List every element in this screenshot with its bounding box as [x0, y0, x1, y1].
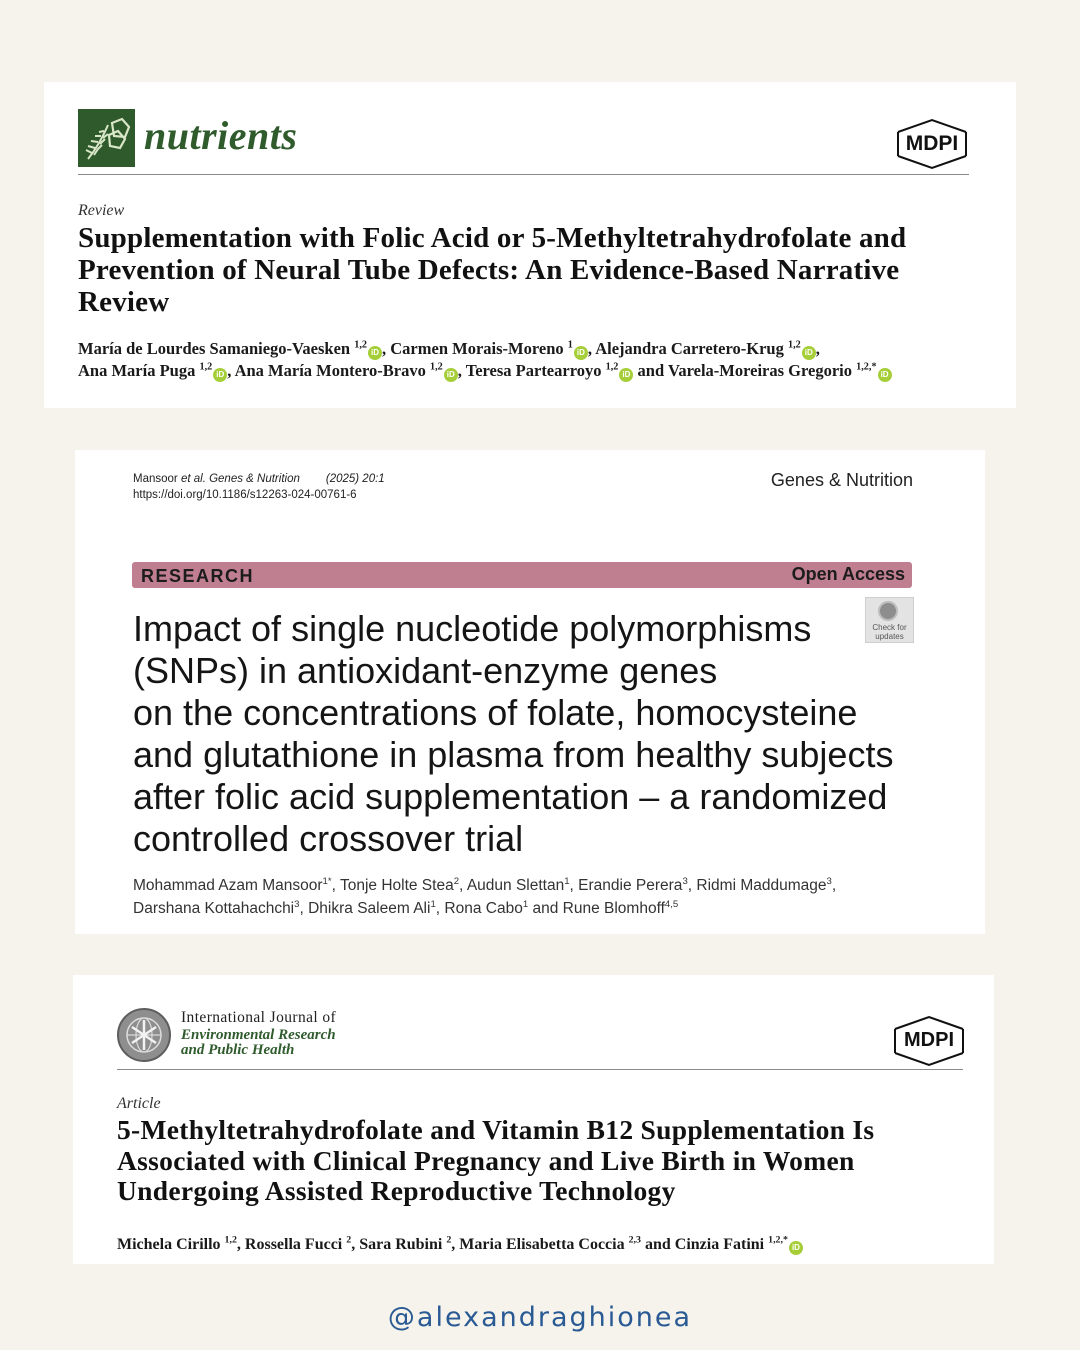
author-name: Cinzia Fatini — [674, 1236, 765, 1253]
author-affiliation: 1,2 — [199, 361, 213, 373]
journal-name: nutrients — [144, 113, 298, 158]
author-separator: , — [457, 361, 466, 380]
nutrients-paper-card — [44, 82, 1016, 408]
author-affiliation: 1,2 — [354, 339, 368, 351]
author-list — [78, 338, 983, 382]
author-affiliation: 1,2 — [605, 361, 619, 373]
paper-title: Supplementation with Folic Acid or 5-Methyltetrahydrofolate and Prevention of Neural Tube Defects: An Evidence-Based Narrative Review — [78, 222, 907, 318]
check-for-updates-label: Check for updates — [872, 623, 907, 641]
journal-name-line3: and Public Health — [181, 1042, 295, 1058]
mdpi-logo-icon — [894, 118, 970, 170]
orcid-icon[interactable]: iD — [878, 368, 892, 382]
citation-year: (2025) 20:1 — [325, 473, 385, 485]
author-separator: and — [633, 361, 668, 380]
article-type: Article — [117, 1095, 161, 1112]
ijerph-seal-icon — [117, 1008, 171, 1062]
author-name: Teresa Partearroyo — [465, 361, 602, 380]
journal-name-line2: Environmental Research — [181, 1027, 336, 1043]
journal-name-line1: International Journal of — [181, 1009, 337, 1026]
title-line: after folic acid supplementation – a randomized — [133, 776, 888, 817]
author-separator: , — [815, 339, 820, 358]
nutrients-logo-icon — [78, 109, 135, 167]
title-line: and glutathione in plasma from healthy subjects — [133, 734, 894, 775]
genes-nutrition-paper-card — [75, 450, 985, 934]
author-separator: , — [587, 339, 596, 358]
article-type: Review — [78, 202, 125, 219]
author-affiliation: 2 — [453, 875, 460, 887]
publisher-name: MDPI — [905, 132, 959, 155]
author-affiliation: 1* — [322, 875, 332, 887]
social-handle: @alexandraghionea — [387, 1302, 693, 1333]
author-name: Dhikra Saleem Ali — [308, 900, 431, 917]
orcid-icon[interactable]: iD — [574, 346, 588, 360]
orcid-icon[interactable]: iD — [789, 1241, 803, 1255]
author-separator: , — [382, 339, 391, 358]
title-line: on the concentrations of folate, homocysteine — [133, 692, 858, 733]
author-affiliation: 4,5 — [664, 898, 679, 910]
author-separator: , — [831, 877, 837, 894]
doi-link[interactable]: https://doi.org/10.1186/s12263-024-00761-6 — [133, 489, 357, 501]
author-affiliation: 1 — [430, 898, 436, 910]
author-name: Varela-Moreiras Gregorio — [667, 361, 852, 380]
author-name: Maria Elisabetta Coccia — [459, 1236, 625, 1253]
publisher-name: MDPI — [904, 1029, 954, 1051]
section-banner — [132, 562, 912, 588]
author-separator: and — [640, 1236, 675, 1253]
journal-name: Genes & Nutrition — [770, 470, 913, 490]
paper-title — [133, 608, 933, 860]
author-affiliation: 1,2 — [224, 1234, 237, 1246]
orcid-icon[interactable]: iD — [444, 368, 458, 382]
author-name: Carmen Morais-Moreno — [390, 339, 564, 358]
title-line: controlled crossover trial — [133, 818, 524, 859]
citation — [133, 471, 385, 503]
author-separator: , — [687, 877, 697, 894]
author-separator: , — [459, 877, 467, 894]
author-separator: , — [227, 361, 235, 380]
author-separator: , — [351, 1236, 360, 1253]
citation-authors: Mansoor — [133, 473, 178, 485]
author-separator: , — [569, 877, 579, 894]
orcid-icon[interactable]: iD — [802, 346, 816, 360]
author-name: Alejandra Carretero-Krug — [595, 339, 784, 358]
author-name: Rossella Fucci — [244, 1236, 343, 1253]
author-list — [117, 1234, 977, 1256]
author-separator: , — [451, 1236, 460, 1253]
author-affiliation: 3 — [294, 898, 300, 910]
author-affiliation: 1,2,* — [856, 361, 877, 373]
author-affiliation: 2 — [446, 1234, 452, 1246]
ijerph-paper-card — [73, 975, 994, 1264]
author-name: Rune Blomhoff — [562, 900, 665, 917]
section-label: RESEARCH — [141, 566, 255, 586]
author-name: Tonje Holte Stea — [339, 877, 454, 894]
header-divider — [117, 1069, 963, 1070]
author-name: Audun Slettan — [466, 877, 565, 894]
author-affiliation: 3 — [682, 875, 688, 887]
author-name: Darshana Kottahachchi — [133, 900, 295, 917]
author-name: Mohammad Azam Mansoor — [133, 877, 323, 894]
author-name: Ana María Puga — [78, 361, 196, 380]
paper-title: 5-Methyltetrahydrofolate and Vitamin B12 Supplementation Is Associated with Clinical Pregnancy and Live Birth in Women Undergoing Assisted Reproductive Technology — [117, 1114, 875, 1206]
mdpi-logo-icon — [891, 1015, 967, 1067]
author-affiliation: 2,3 — [628, 1234, 641, 1246]
citation-etal: et al. — [180, 473, 206, 485]
title-line: Impact of single nucleotide polymorphisms — [133, 608, 812, 649]
author-list — [133, 874, 913, 920]
author-affiliation: 2 — [346, 1234, 352, 1246]
header-divider — [78, 174, 969, 175]
author-affiliation: 1 — [522, 898, 529, 910]
author-separator: , — [331, 877, 340, 894]
orcid-icon[interactable]: iD — [368, 346, 382, 360]
author-affiliation: 1 — [564, 875, 570, 887]
title-line: (SNPs) in antioxidant-enzyme genes — [133, 650, 718, 691]
orcid-icon[interactable]: iD — [213, 368, 227, 382]
author-name: Ridmi Maddumage — [696, 877, 827, 894]
author-separator: , — [435, 900, 445, 917]
author-separator: and — [528, 900, 563, 917]
open-access-label: Open Access — [791, 564, 905, 584]
orcid-icon[interactable]: iD — [619, 368, 633, 382]
author-separator: , — [236, 1236, 245, 1253]
author-affiliation: 3 — [826, 875, 832, 887]
author-separator: , — [299, 900, 309, 917]
author-affiliation: 1 — [567, 339, 573, 351]
author-name: Rona Cabo — [444, 900, 523, 917]
author-name: Erandie Perera — [578, 877, 683, 894]
author-affiliation: 1,2,* — [768, 1234, 788, 1246]
author-name: María de Lourdes Samaniego-Vaesken — [78, 339, 351, 358]
author-affiliation: 1,2 — [429, 361, 443, 373]
author-name: Ana María Montero-Bravo — [234, 361, 426, 380]
author-name: Sara Rubini — [359, 1236, 443, 1253]
author-affiliation: 1,2 — [787, 339, 801, 351]
citation-journal: Genes & Nutrition — [209, 473, 300, 485]
author-name: Michela Cirillo — [117, 1236, 221, 1253]
